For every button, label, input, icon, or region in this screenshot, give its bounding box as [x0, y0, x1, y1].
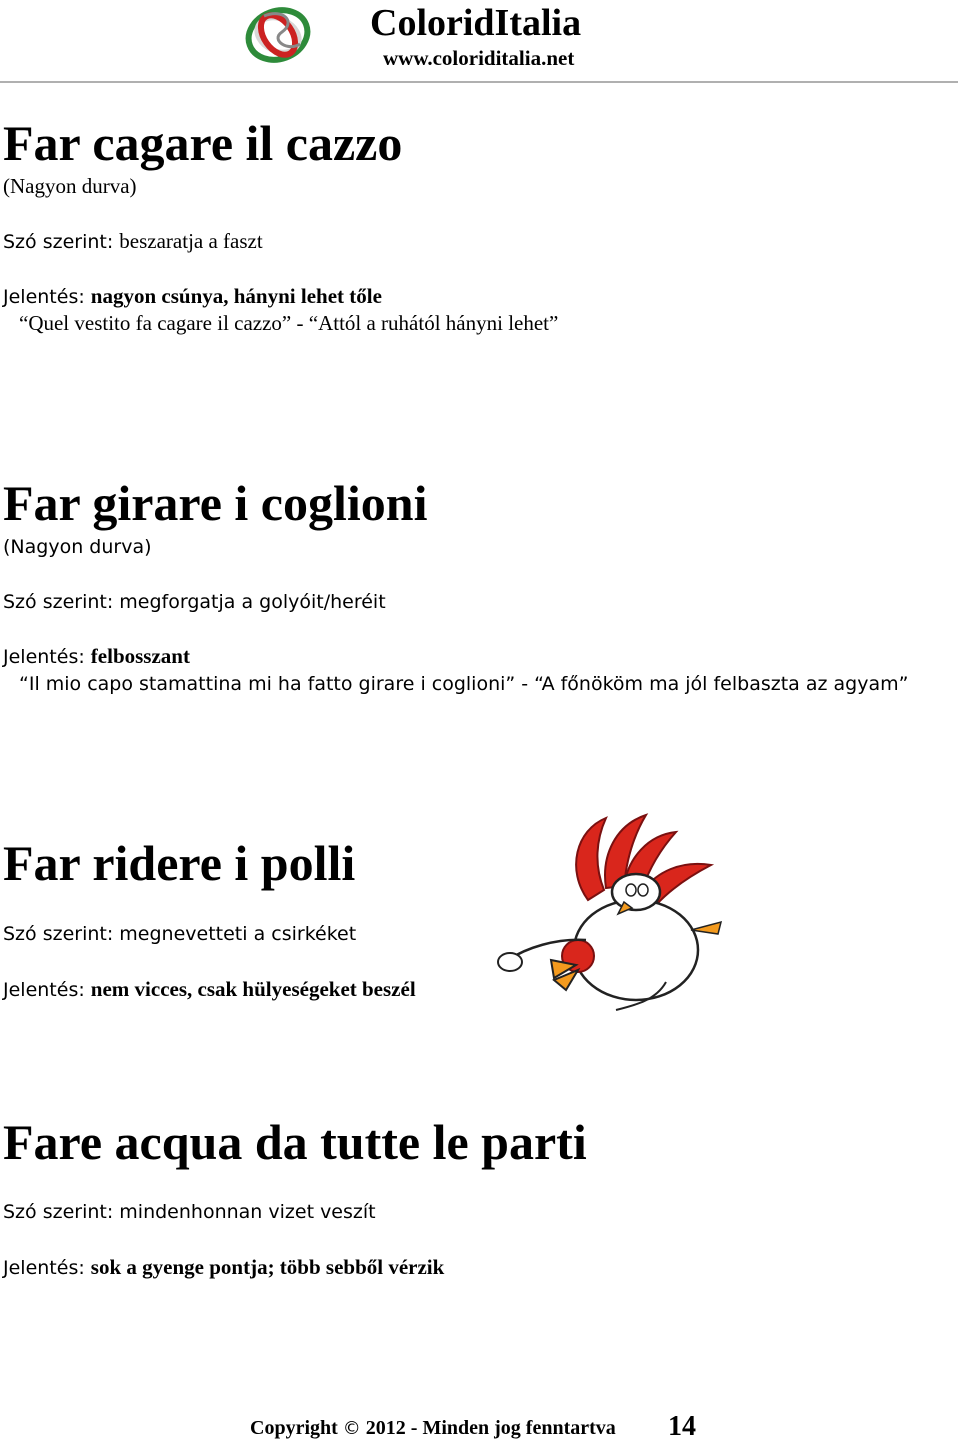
phrase-note: (Nagyon durva): [3, 536, 152, 558]
meaning-label: Jelentés:: [3, 286, 85, 308]
copyright-word: Copyright: [250, 1417, 338, 1439]
meaning: [3, 977, 416, 1002]
header-divider: [0, 81, 958, 83]
usage-example: [19, 672, 908, 696]
copyright-icon: ©: [342, 1418, 361, 1439]
meaning-value: nagyon csúnya, hányni lehet tőle: [90, 284, 382, 308]
literal-label: Szó szerint:: [3, 1201, 114, 1223]
phrase-title: Far ridere i polli: [3, 835, 356, 891]
page-number: 14: [668, 1411, 696, 1442]
meaning-label: Jelentés:: [3, 979, 85, 1001]
literal-translation: [3, 1200, 376, 1224]
phrase-note: (Nagyon durva): [3, 174, 137, 198]
laughing-rooster-icon: [496, 810, 736, 1020]
phrase-title: Far cagare il cazzo: [3, 115, 403, 171]
meaning: [3, 1255, 444, 1280]
meaning-label: Jelentés:: [3, 646, 85, 668]
literal-value: megnevetteti a csirkéket: [119, 923, 357, 945]
meaning-label: Jelentés:: [3, 1257, 85, 1279]
literal-translation: [3, 590, 386, 614]
site-title: ColoridItalia: [370, 2, 582, 44]
meaning-value: sok a gyenge pontja; több sebből vérzik: [90, 1255, 445, 1279]
literal-value: megforgatja a golyóit/heréit: [119, 591, 386, 613]
literal-translation: [3, 229, 263, 254]
meaning-value: felbosszant: [90, 644, 190, 668]
phrase-title: Fare acqua da tutte le parti: [3, 1114, 587, 1170]
example-text: “Il mio capo stamattina mi ha fatto girare i coglioni” - “A főnököm ma jól felbaszta az agyam”: [19, 673, 909, 695]
phrase-title: Far girare i coglioni: [3, 475, 428, 531]
literal-value: mindenhonnan vizet veszít: [119, 1201, 376, 1223]
copyright-notice: [250, 1413, 616, 1444]
literal-value: beszaratja a faszt: [119, 229, 263, 253]
usage-example: [19, 311, 558, 336]
meaning-value: nem vicces, csak hülyeségeket beszél: [90, 977, 416, 1001]
copyright-text: 2012 - Minden jog fenntartva: [365, 1417, 616, 1439]
literal-label: Szó szerint:: [3, 591, 114, 613]
meaning: [3, 644, 190, 669]
literal-translation: [3, 922, 356, 946]
meaning: [3, 284, 382, 309]
literal-label: Szó szerint:: [3, 923, 114, 945]
literal-label: Szó szerint:: [3, 231, 114, 253]
example-text: “Quel vestito fa cagare il cazzo” - “Attól a ruhától hányni lehet”: [19, 311, 559, 335]
site-url[interactable]: www.coloriditalia.net: [383, 46, 575, 70]
coloriditalia-logo-icon: [244, 4, 312, 66]
